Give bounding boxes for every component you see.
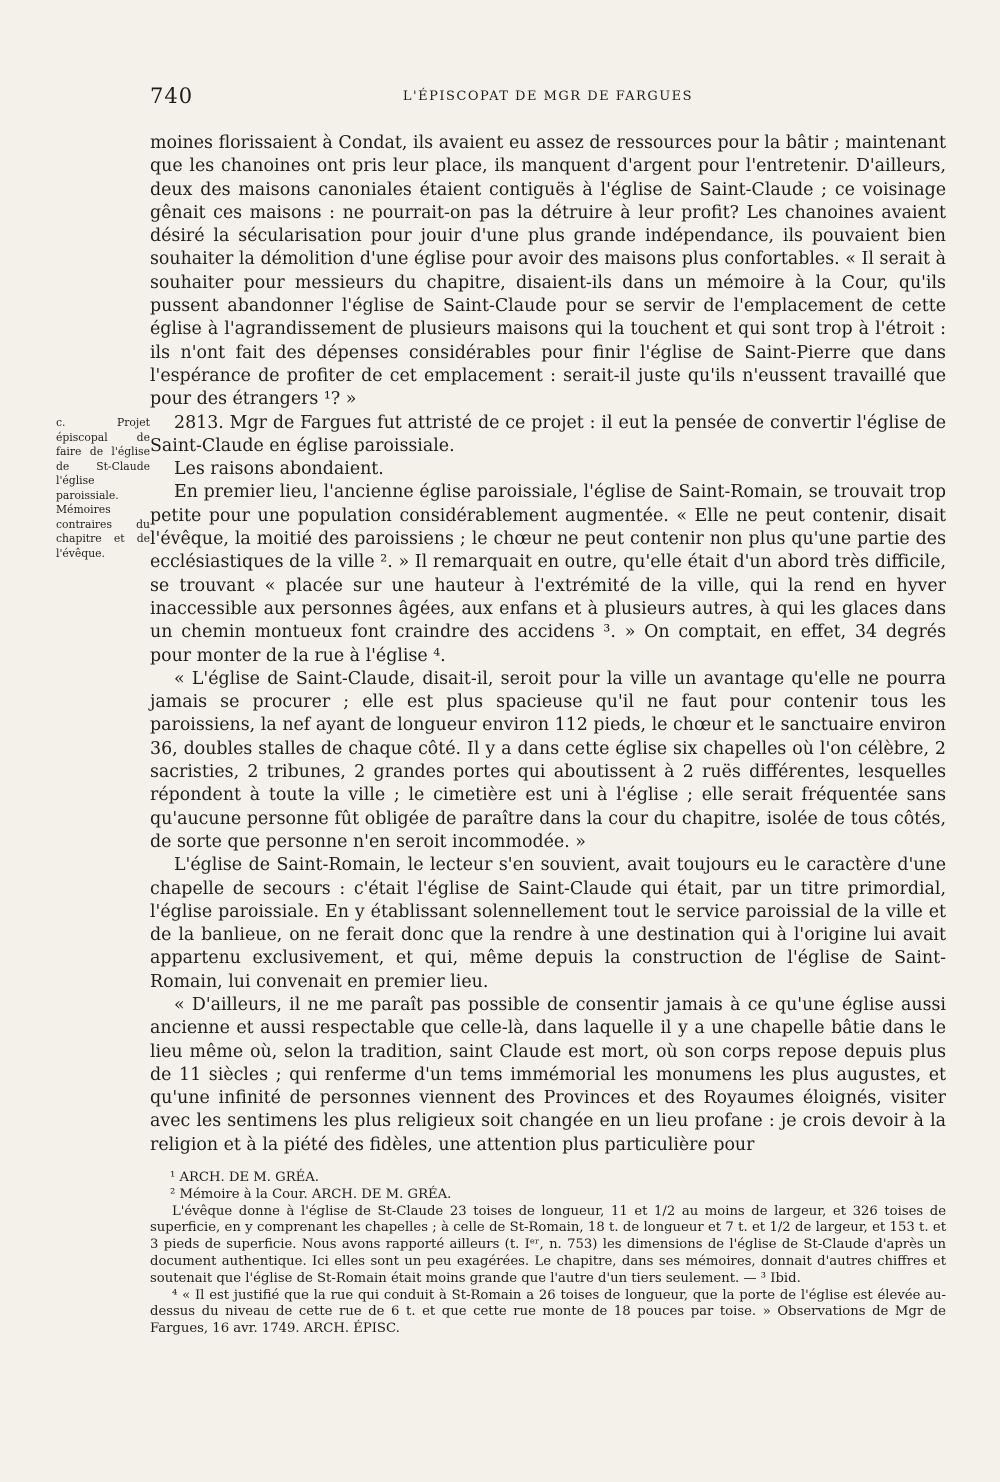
- margin-note: c. Projet épiscopal de faire de l'église de St-Claude l'église paroissiale. Mémoires contraires du chapitre et de l'évêque.: [56, 416, 150, 560]
- paragraph: « L'église de Saint-Claude, disait-il, seroit pour la ville un avantage qu'elle ne pourra jamais se procurer ; elle est plus spacieuse qu'il ne faut pour contenir tous les paroissiens, la nef ayant de longueur environ 112 pieds, le chœur et le sanctuaire environ 36, doubles stalles de chaque côté. Il y a dans cette église six chapelles où l'on célèbre, 2 sacristies, 2 tribunes, 2 grandes portes qui aboutissent à 2 ruës différentes, lesquelles répondent à toute la ville ; le cimetière est uni à l'église ; elle serait fréquentée sans qu'aucune personne fût obligée de paraître dans la cour du chapitre, isolée de tous côtés, de sorte que personne n'en seroit incommodée. »: [150, 668, 946, 852]
- page-header: [150, 84, 946, 114]
- paragraph: « D'ailleurs, il ne me paraît pas possible de consentir jamais à ce qu'une église aussi ancienne et aussi respectable que celle-là, dans laquelle il y a une chapelle bâtie dans le lieu même où, selon la tradition, saint Claude est mort, où son corps repose depuis plus de 11 siècles ; qui renferme d'un tems immémorial les monumens les plus augustes, et qu'une infinité de personnes viennent des Provinces et des Royaumes éloignés, visiter avec les sentimens les plus religieux soit changée en un lieu profane : je crois devoir à la religion et à la piété des fidèles, une attention plus particulière pour: [150, 994, 946, 1155]
- running-title: L'ÉPISCOPAT DE MGR DE FARGUES: [402, 89, 694, 104]
- paragraph: moines florissaient à Condat, ils avaient eu assez de ressources pour la bâtir ; maintenant que les chanoines ont pris leur place, ils manquent d'argent pour l'entretenir. D'ailleurs, deux des maisons canoniales étaient contiguës à l'église de Saint-Claude ; ce voisinage gênait ces maisons : ne pourrait-on pas la détruire à leur profit? Les chanoines avaient désiré la sécularisation pour jouir d'une plus grande indépendance, ils pouvaient bien souhaiter la démolition d'une église pour avoir des maisons plus confortables. « Il serait à souhaiter pour messieurs du chapitre, disaient-ils dans un mémoire à la Cour, qu'ils pussent abandonner l'église de Saint-Claude pour se servir de l'emplacement de cette église à l'agrandissement de plusieurs maisons qui la touchent et qui sont trop à l'étroit : ils n'ont fait des dépenses considérables pour finir l'église de Saint-Pierre que dans l'espérance de profiter de cet emplacement : serait-il juste qu'ils n'eussent travaillé que pour des étrangers ¹? »: [150, 133, 946, 410]
- footnote: ¹ ARCH. DE M. GRÉA.: [170, 1170, 319, 1185]
- footnote: L'évêque donne à l'église de St-Claude 23 toises de longueur, 11 et 1/2 au moins de largeur, et 326 toises de superficie, en y comprenant les chapelles ; à celle de St-Romain, 18 t. de longueur et 7 t. et 1/2 de largeur, et 153 t. et 3 pieds de superficie. Nous avons rapporté ailleurs (t. Iᵉʳ, n. 753) les dimensions de l'église de St-Claude d'après un document authentique. Ici elles sont un peu exagérées. Le chapitre, dans ses mémoires, donnait d'autres chiffres et soutenait que l'église de St-Romain était moins grande que l'autre d'un tiers seulement. — ³ Ibid.: [150, 1203, 946, 1286]
- paragraph: 2813. Mgr de Fargues fut attristé de ce projet : il eut la pensée de convertir l'église de Saint-Claude en église paroissiale.: [150, 412, 946, 456]
- main-text: [150, 132, 946, 1157]
- paragraph: L'église de Saint-Romain, le lecteur s'en souvient, avait toujours eu le caractère d'une chapelle de secours : c'était l'église de Saint-Claude qui était, par un titre primordial, l'église paroissiale. En y établissant solennellement tout le service paroissial de la ville et de la banlieue, on ne ferait donc que la rendre à une destination qui à l'origine lui avait appartenu exclusivement, et qui, même depuis la construction de l'église de Saint-Romain, lui convenait en premier lieu.: [150, 855, 946, 992]
- paragraph: Les raisons abondaient.: [174, 459, 384, 480]
- footnote: ⁴ « Il est justifié que la rue qui conduit à St-Romain a 26 toises de longueur, que la porte de l'église est élevée au-dessus du niveau de cette rue de 6 t. et que cette rue monte de 18 pouces par toise. » Observations de Mgr de Fargues, 16 avr. 1749. ARCH. ÉPISC.: [150, 1287, 946, 1337]
- footnotes: [150, 1170, 946, 1338]
- footnote: ² Mémoire à la Cour. ARCH. DE M. GRÉA.: [170, 1186, 452, 1202]
- page-number: 740: [150, 84, 194, 108]
- paragraph: En premier lieu, l'ancienne église paroissiale, l'église de Saint-Romain, se trouvait trop petite pour une population considérablement augmentée. « Elle ne peut contenir, disait l'évêque, la moitié des paroissiens ; le chœur ne peut contenir non plus qu'une partie des ecclésiastiques de la ville ². » Il remarquait en outre, qu'elle était d'un abord très difficile, se trouvant « placée sur une hauteur à l'extrémité de la ville, qui la rend en hyver inaccessible aux personnes âgées, aux enfans et à plusieurs autres, à qui les glaces dans un chemin montueux font craindre des accidens ³. » On comptait, en effet, 34 degrés pour monter de la rue à l'église ⁴.: [150, 482, 946, 666]
